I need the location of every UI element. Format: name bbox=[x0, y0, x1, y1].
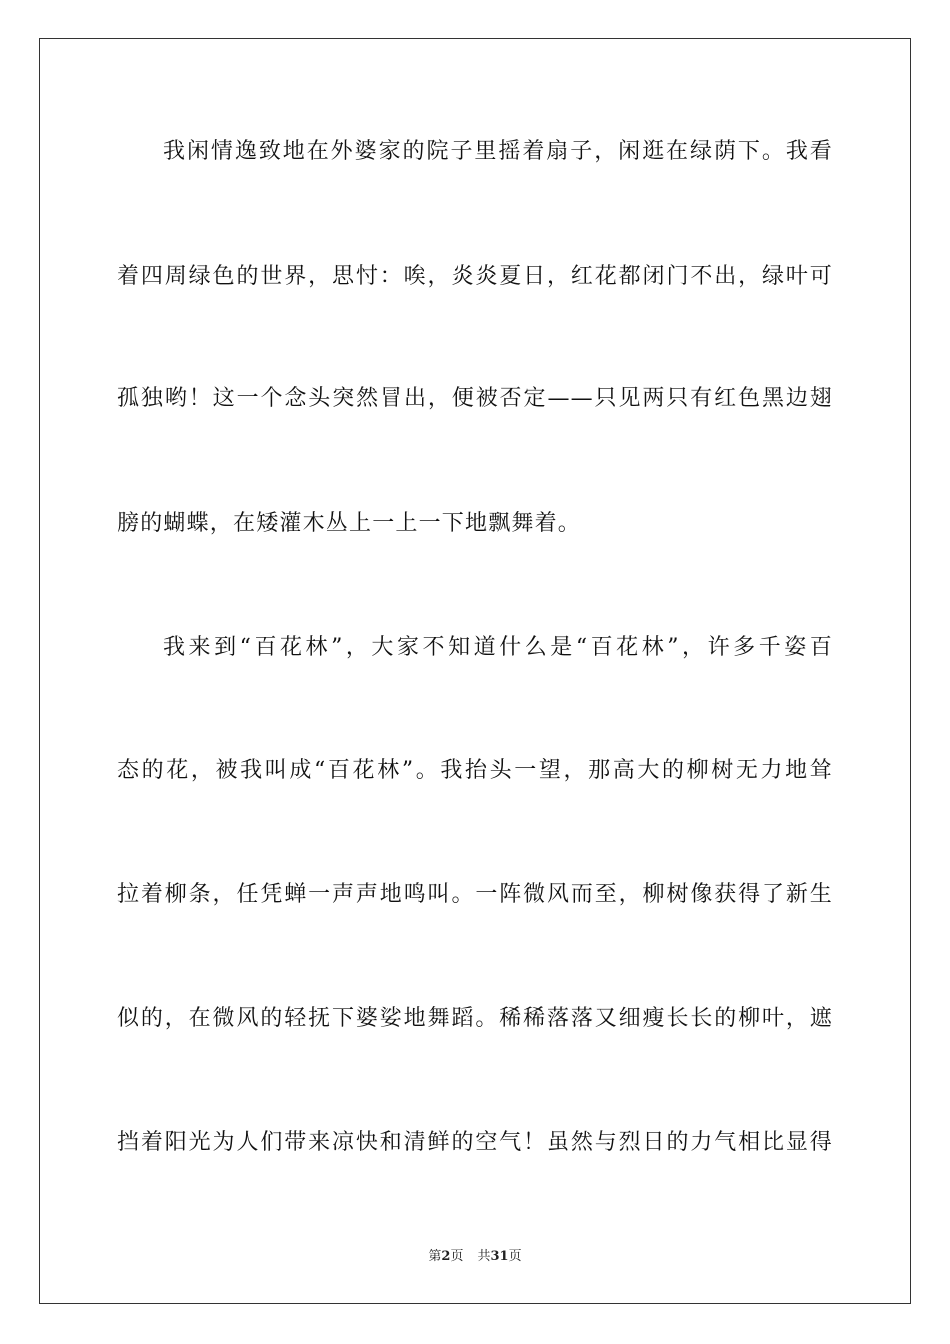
paragraph-1-line-2: 着四周绿色的世界，思忖：唉，炎炎夏日，红花都闭门不出，绿叶可 bbox=[117, 264, 833, 289]
paragraph-1-line-4: 膀的蝴蝶，在矮灌木丛上一上一下地飘舞着。 bbox=[117, 511, 582, 536]
paragraph-2-line-1: 我来到“百花林”，大家不知道什么是“百花林”，许多千姿百 bbox=[163, 635, 833, 660]
page-prefix: 第 bbox=[428, 1249, 442, 1264]
page-border bbox=[39, 38, 911, 1304]
paragraph-1-line-3: 孤独哟！这一个念头突然冒出，便被否定——只见两只有红色黑边翅 bbox=[117, 386, 833, 411]
paragraph-2-line-2: 态的花，被我叫成“百花林”。我抬头一望，那高大的柳树无力地耸 bbox=[117, 758, 833, 783]
total-prefix: 共 bbox=[477, 1249, 491, 1264]
page-suffix: 页 bbox=[450, 1249, 464, 1264]
page-number: 2 bbox=[441, 1249, 451, 1264]
paragraph-2-line-3: 拉着柳条，任凭蝉一声声地鸣叫。一阵微风而至，柳树像获得了新生 bbox=[117, 882, 833, 907]
total-suffix: 页 bbox=[508, 1249, 522, 1264]
paragraph-1-line-1: 我闲情逸致地在外婆家的院子里摇着扇子，闲逛在绿荫下。我看 bbox=[163, 139, 833, 164]
paragraph-2-line-5: 挡着阳光为人们带来凉快和清鲜的空气！虽然与烈日的力气相比显得 bbox=[117, 1130, 833, 1155]
page-footer bbox=[0, 1248, 950, 1266]
total-pages: 31 bbox=[490, 1249, 509, 1264]
paragraph-2-line-4: 似的，在微风的轻抚下婆娑地舞蹈。稀稀落落又细瘦长长的柳叶，遮 bbox=[117, 1006, 833, 1031]
